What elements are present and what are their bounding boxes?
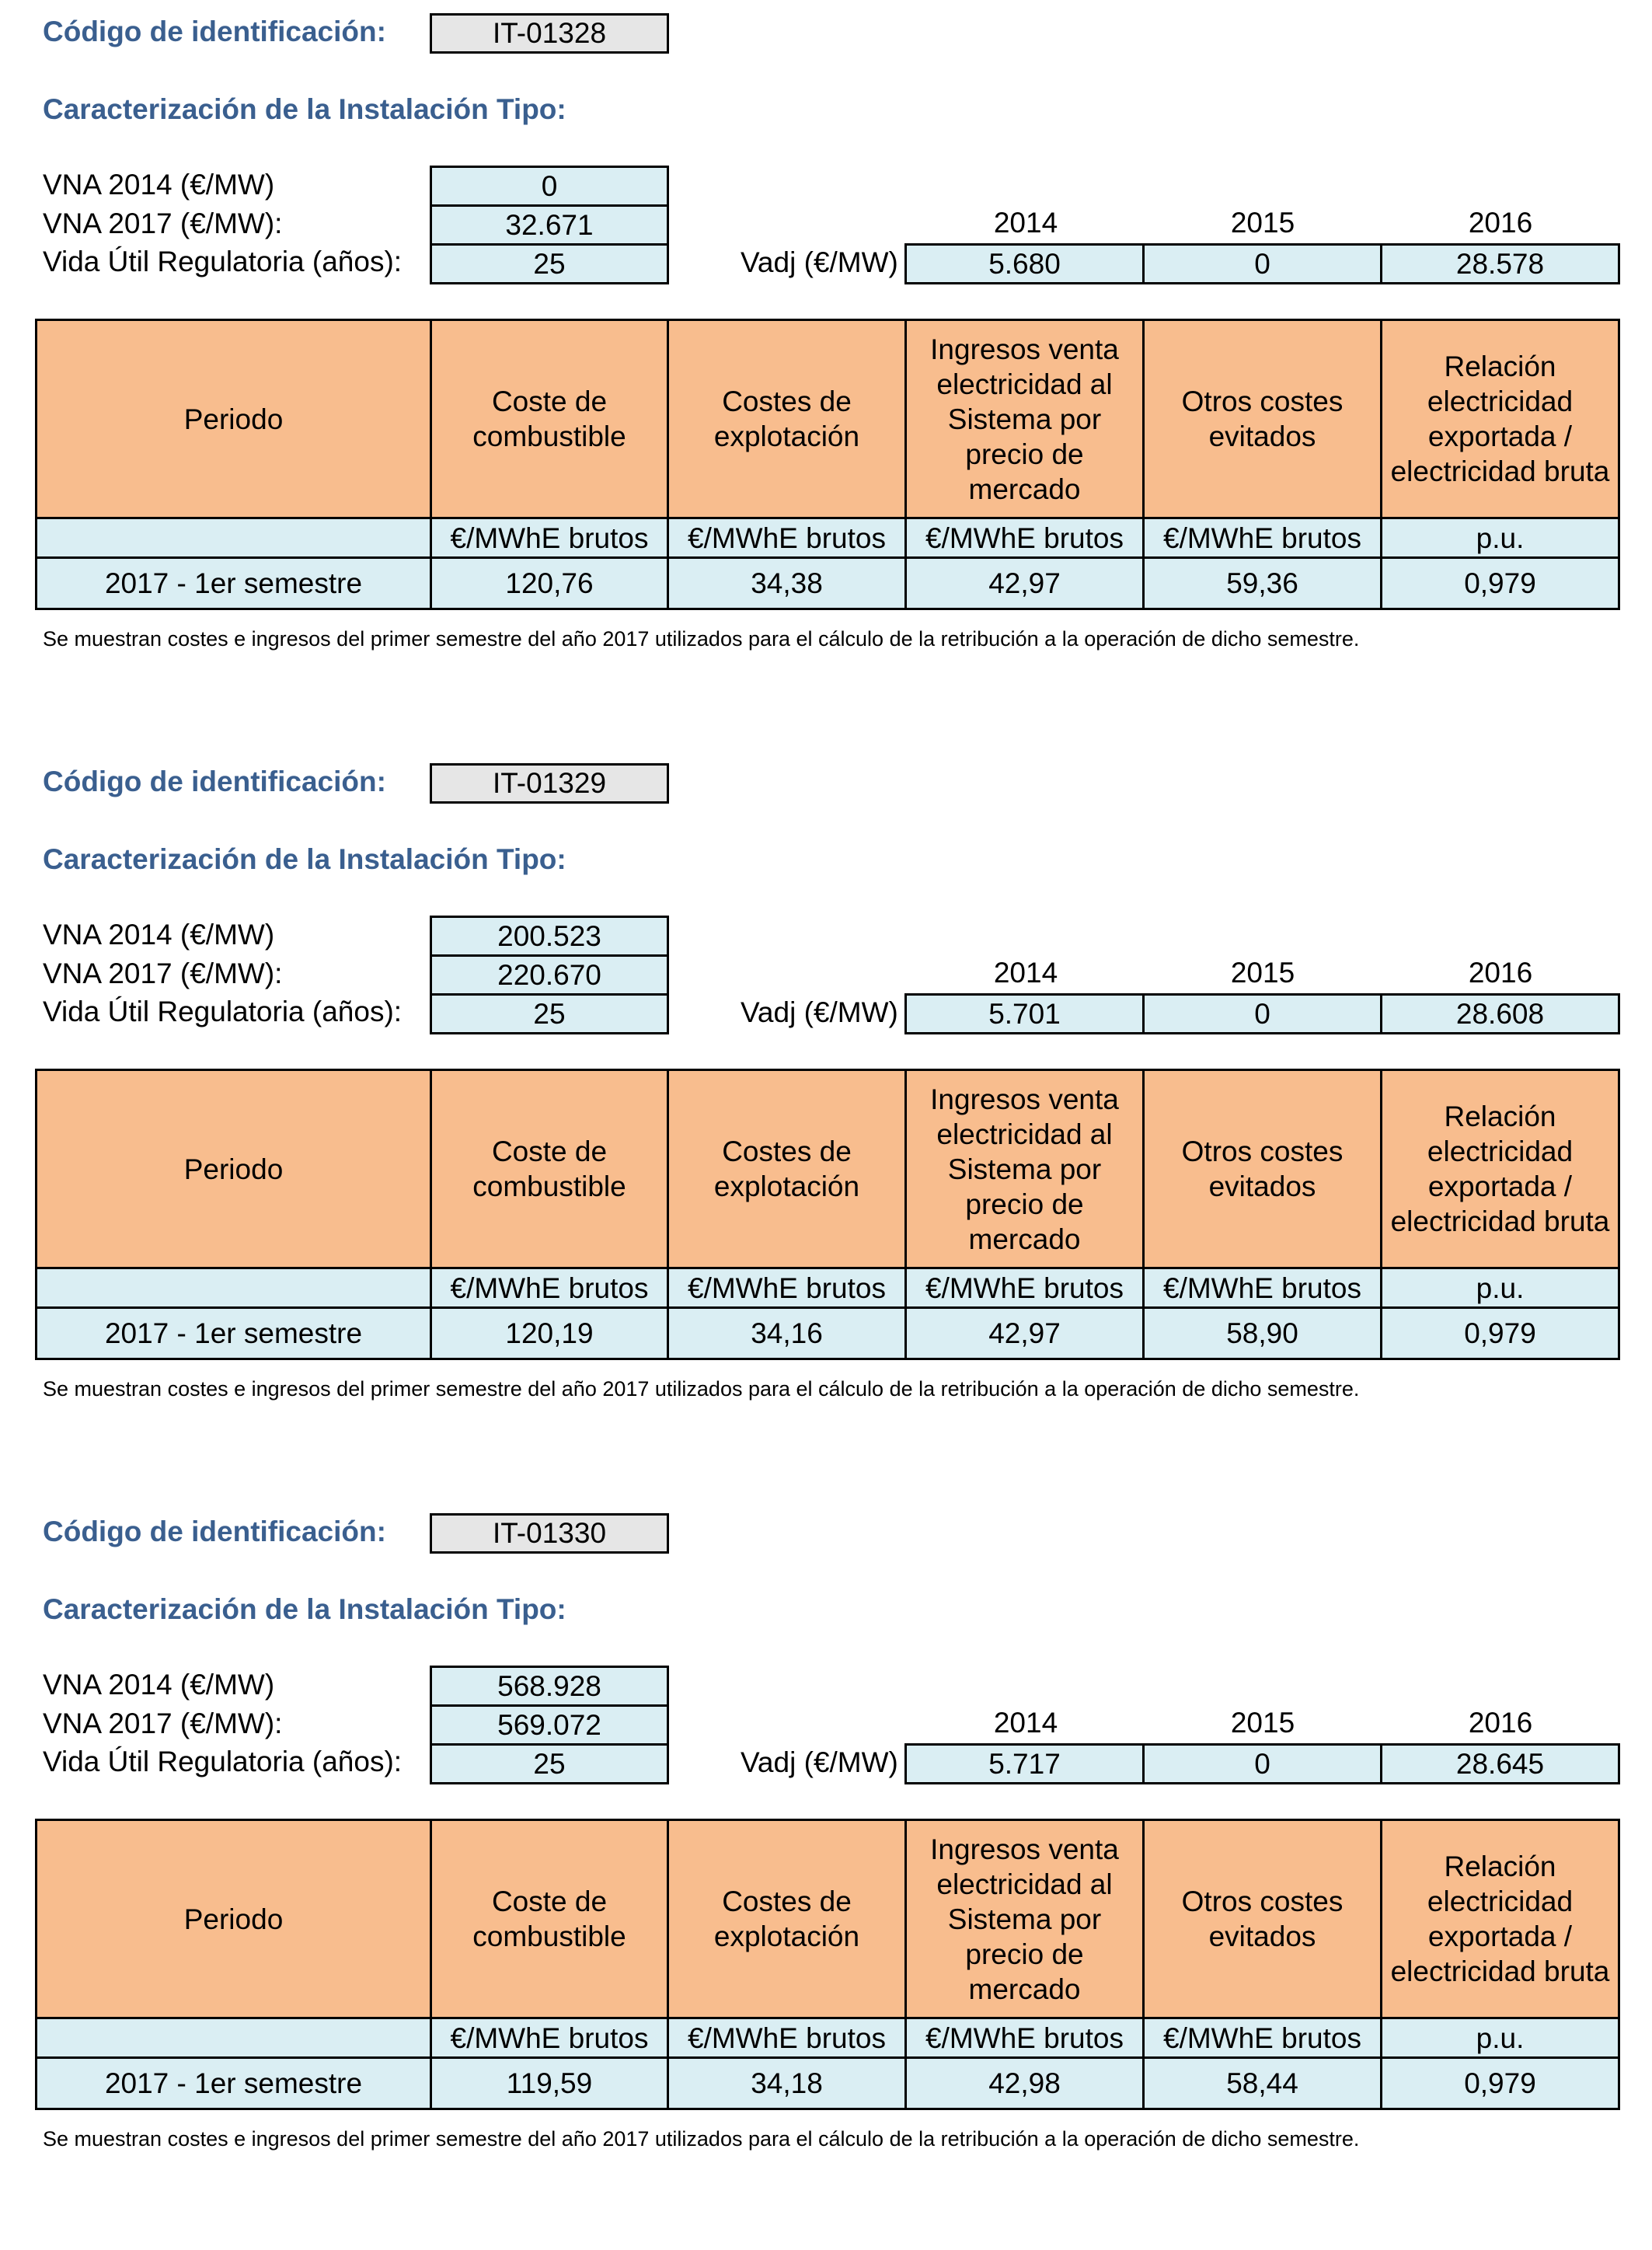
unit-cell: €/MWhE brutos <box>667 2017 907 2059</box>
unit-empty <box>35 2017 432 2059</box>
unit-cell: €/MWhE brutos <box>1142 1267 1382 1309</box>
codigo-label: Código de identificación: <box>43 766 386 797</box>
vadj-2016: 28.608 <box>1380 993 1620 1034</box>
vna2014-label: VNA 2014 (€/MW) <box>43 169 275 201</box>
row-periodo: 2017 - 1er semestre <box>35 556 432 610</box>
vna2017-value: 220.670 <box>430 954 669 996</box>
row-ingresos-venta: 42,98 <box>904 2056 1145 2110</box>
row-relacion: 0,979 <box>1380 2056 1620 2110</box>
code-box: IT-01330 <box>430 1513 669 1554</box>
vna2017-label: VNA 2017 (€/MW): <box>43 208 283 239</box>
vna2014-value: 568.928 <box>430 1666 669 1707</box>
installation-section <box>0 750 1652 1500</box>
unit-cell: €/MWhE brutos <box>904 1267 1145 1309</box>
unit-cell: €/MWhE brutos <box>904 2017 1145 2059</box>
header-ingresos-venta: Ingresos venta electricidad al Sistema por precio de mercado <box>904 1069 1145 1269</box>
installation-section <box>0 1500 1652 2250</box>
vadj-label: Vadj (€/MW) <box>741 246 898 278</box>
row-ingresos-venta: 42,97 <box>904 1306 1145 1360</box>
header-costes-explotacion: Costes de explotación <box>667 1819 907 2019</box>
vida-util-value: 25 <box>430 993 669 1034</box>
row-costes-explotacion: 34,16 <box>667 1306 907 1360</box>
vida-util-label: Vida Útil Regulatoria (años): <box>43 246 403 277</box>
year-2015: 2015 <box>1230 207 1295 239</box>
unit-cell: €/MWhE brutos <box>667 517 907 559</box>
unit-cell: €/MWhE brutos <box>1142 2017 1382 2059</box>
vadj-2015: 0 <box>1142 993 1382 1034</box>
header-costes-explotacion: Costes de explotación <box>667 319 907 519</box>
year-2014: 2014 <box>993 957 1058 989</box>
unit-cell: €/MWhE brutos <box>430 517 669 559</box>
row-relacion: 0,979 <box>1380 556 1620 610</box>
vadj-label: Vadj (€/MW) <box>741 1746 898 1778</box>
vadj-2016: 28.645 <box>1380 1743 1620 1784</box>
vna2017-label: VNA 2017 (€/MW): <box>43 1708 283 1739</box>
unit-cell: €/MWhE brutos <box>1142 517 1382 559</box>
installation-section <box>0 0 1652 750</box>
vadj-2015: 0 <box>1142 1743 1382 1784</box>
footnote: Se muestran costes e ingresos del primer semestre del año 2017 utilizados para el cálculo de la retribución a la operación de dicho semestre. <box>43 1377 1360 1401</box>
header-otros-costes: Otros costes evitados <box>1142 319 1382 519</box>
header-periodo: Periodo <box>35 1069 432 1269</box>
header-coste-combustible: Coste de combustible <box>430 1069 669 1269</box>
header-coste-combustible: Coste de combustible <box>430 1819 669 2019</box>
header-relacion: Relación electricidad exportada / electricidad bruta <box>1380 1069 1620 1269</box>
vna2017-label: VNA 2017 (€/MW): <box>43 958 283 989</box>
caracterizacion-heading: Caracterización de la Instalación Tipo: <box>43 93 566 125</box>
code-box: IT-01329 <box>430 763 669 804</box>
vadj-2014: 5.680 <box>904 243 1145 284</box>
vna2014-label: VNA 2014 (€/MW) <box>43 919 275 951</box>
unit-cell: €/MWhE brutos <box>904 517 1145 559</box>
row-otros-costes: 58,90 <box>1142 1306 1382 1360</box>
vadj-2014: 5.717 <box>904 1743 1145 1784</box>
vna2017-value: 569.072 <box>430 1704 669 1746</box>
unit-cell: p.u. <box>1380 2017 1620 2059</box>
vadj-2014: 5.701 <box>904 993 1145 1034</box>
row-coste-combustible: 119,59 <box>430 2056 669 2110</box>
footnote: Se muestran costes e ingresos del primer semestre del año 2017 utilizados para el cálculo de la retribución a la operación de dicho semestre. <box>43 627 1360 651</box>
unit-empty <box>35 1267 432 1309</box>
year-2016: 2016 <box>1468 1707 1533 1739</box>
header-otros-costes: Otros costes evitados <box>1142 1819 1382 2019</box>
unit-cell: €/MWhE brutos <box>430 1267 669 1309</box>
row-costes-explotacion: 34,38 <box>667 556 907 610</box>
header-periodo: Periodo <box>35 319 432 519</box>
caracterizacion-heading: Caracterización de la Instalación Tipo: <box>43 843 566 875</box>
codigo-label: Código de identificación: <box>43 16 386 47</box>
codigo-label: Código de identificación: <box>43 1516 386 1547</box>
vna2014-value: 0 <box>430 166 669 207</box>
unit-empty <box>35 517 432 559</box>
header-relacion: Relación electricidad exportada / electricidad bruta <box>1380 319 1620 519</box>
year-2014: 2014 <box>993 1707 1058 1739</box>
vida-util-value: 25 <box>430 243 669 284</box>
header-coste-combustible: Coste de combustible <box>430 319 669 519</box>
row-coste-combustible: 120,76 <box>430 556 669 610</box>
row-costes-explotacion: 34,18 <box>667 2056 907 2110</box>
vadj-2015: 0 <box>1142 243 1382 284</box>
year-2015: 2015 <box>1230 1707 1295 1739</box>
unit-cell: €/MWhE brutos <box>667 1267 907 1309</box>
row-otros-costes: 58,44 <box>1142 2056 1382 2110</box>
footnote: Se muestran costes e ingresos del primer semestre del año 2017 utilizados para el cálculo de la retribución a la operación de dicho semestre. <box>43 2127 1360 2151</box>
code-box: IT-01328 <box>430 13 669 54</box>
row-relacion: 0,979 <box>1380 1306 1620 1360</box>
unit-cell: p.u. <box>1380 1267 1620 1309</box>
header-costes-explotacion: Costes de explotación <box>667 1069 907 1269</box>
year-2014: 2014 <box>993 207 1058 239</box>
row-periodo: 2017 - 1er semestre <box>35 1306 432 1360</box>
vadj-2016: 28.578 <box>1380 243 1620 284</box>
vida-util-label: Vida Útil Regulatoria (años): <box>43 1746 403 1777</box>
year-2016: 2016 <box>1468 957 1533 989</box>
vida-util-label: Vida Útil Regulatoria (años): <box>43 996 403 1027</box>
year-2015: 2015 <box>1230 957 1295 989</box>
header-ingresos-venta: Ingresos venta electricidad al Sistema por precio de mercado <box>904 319 1145 519</box>
header-periodo: Periodo <box>35 1819 432 2019</box>
caracterizacion-heading: Caracterización de la Instalación Tipo: <box>43 1593 566 1625</box>
row-ingresos-venta: 42,97 <box>904 556 1145 610</box>
header-otros-costes: Otros costes evitados <box>1142 1069 1382 1269</box>
row-coste-combustible: 120,19 <box>430 1306 669 1360</box>
row-otros-costes: 59,36 <box>1142 556 1382 610</box>
vna2017-value: 32.671 <box>430 204 669 246</box>
header-relacion: Relación electricidad exportada / electricidad bruta <box>1380 1819 1620 2019</box>
vna2014-label: VNA 2014 (€/MW) <box>43 1669 275 1701</box>
vida-util-value: 25 <box>430 1743 669 1784</box>
unit-cell: p.u. <box>1380 517 1620 559</box>
year-2016: 2016 <box>1468 207 1533 239</box>
vna2014-value: 200.523 <box>430 916 669 957</box>
vadj-label: Vadj (€/MW) <box>741 996 898 1028</box>
header-ingresos-venta: Ingresos venta electricidad al Sistema por precio de mercado <box>904 1819 1145 2019</box>
unit-cell: €/MWhE brutos <box>430 2017 669 2059</box>
row-periodo: 2017 - 1er semestre <box>35 2056 432 2110</box>
